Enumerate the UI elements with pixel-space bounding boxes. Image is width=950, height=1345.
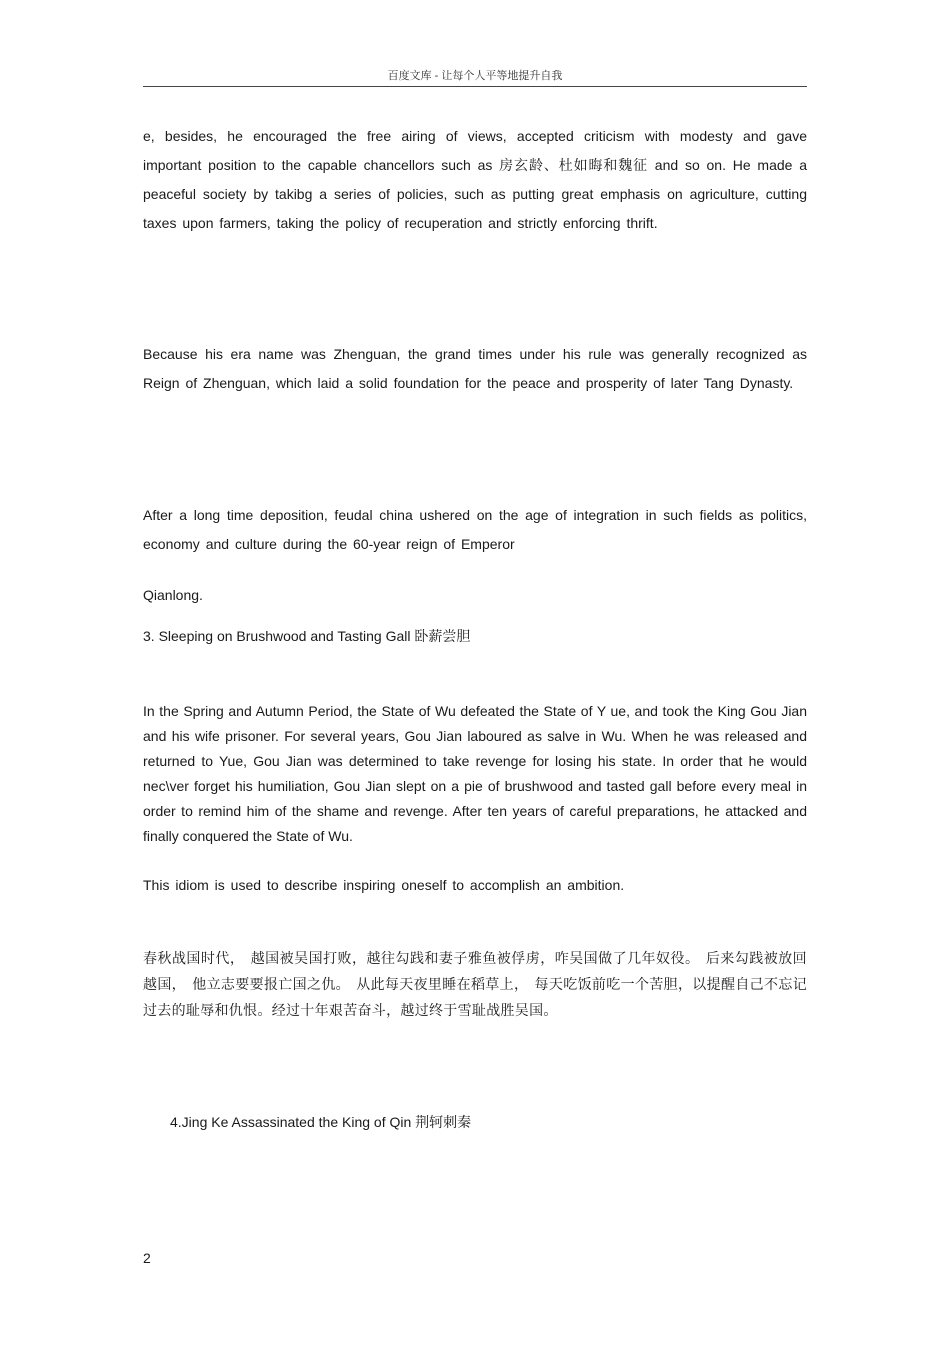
- paragraph-gou-jian-story: In the Spring and Autumn Period, the State of Wu defeated the State of Y ue, and took the King Gou Jian and his wife prisoner. For several years, Gou Jian laboured as salve in Wu. When he was released and returned to Yue, Gou Jian was determined to take revenge for losing his state. In order that he would nec\ver forget his humiliation, Gou Jian slept on a pie of brushwood and tasted gall before every meal in order to remind him of the shame and revenge. After ten years of careful preparations, he attacked and finally conquered the State of Wu.: [143, 703, 807, 844]
- paragraph-qianlong-end: Qianlong.: [143, 587, 203, 603]
- section-heading-4: 4.Jing Ke Assassinated the King of Qin 荆轲刺秦: [170, 1114, 472, 1130]
- paragraph-chinese-story: 春秋战国时代， 越国被吴国打败，越往勾践和妻子雅鱼被俘虏，咋吴国做了几年奴役。 后来勾践被放回越国， 他立志要要报亡国之仇。 从此每天夜里睡在稻草上， 每天吃饭前吃一个苦胆，以提醒自己不忘记过去的耻辱和仇恨。经过十年艰苦奋斗，越过终于雪耻战胜吴国。: [143, 950, 807, 1018]
- paragraph-idiom-meaning: This idiom is used to describe inspiring oneself to accomplish an ambition.: [143, 877, 625, 893]
- header-rule: [143, 86, 807, 87]
- paragraph-qianlong-integration: After a long time deposition, feudal china ushered on the age of integration in such fields as politics, economy and culture during the 60-year reign of Emperor: [143, 507, 807, 552]
- page-number: 2: [143, 1250, 151, 1266]
- page-header: 百度文库 - 让每个人平等地提升自我: [387, 70, 563, 82]
- paragraph-reign-of-zhenguan: Because his era name was Zhenguan, the grand times under his rule was generally recognized as Reign of Zhenguan, which laid a solid foundation for the peace and prosperity of later Tang Dynasty.: [143, 346, 807, 391]
- paragraph-taizong-policies: e, besides, he encouraged the free airing of views, accepted criticism with modesty and gave important position to the capable chancellors such as 房玄龄、杜如晦和魏征 and so on. He made a peaceful society by takibg a series of policies, such as putting great emphasis on agriculture, cutting taxes upon farmers, taking the policy of recuperation and strictly enforcing thrift.: [143, 128, 807, 231]
- section-heading-3: 3. Sleeping on Brushwood and Tasting Gall 卧薪尝胆: [143, 628, 471, 644]
